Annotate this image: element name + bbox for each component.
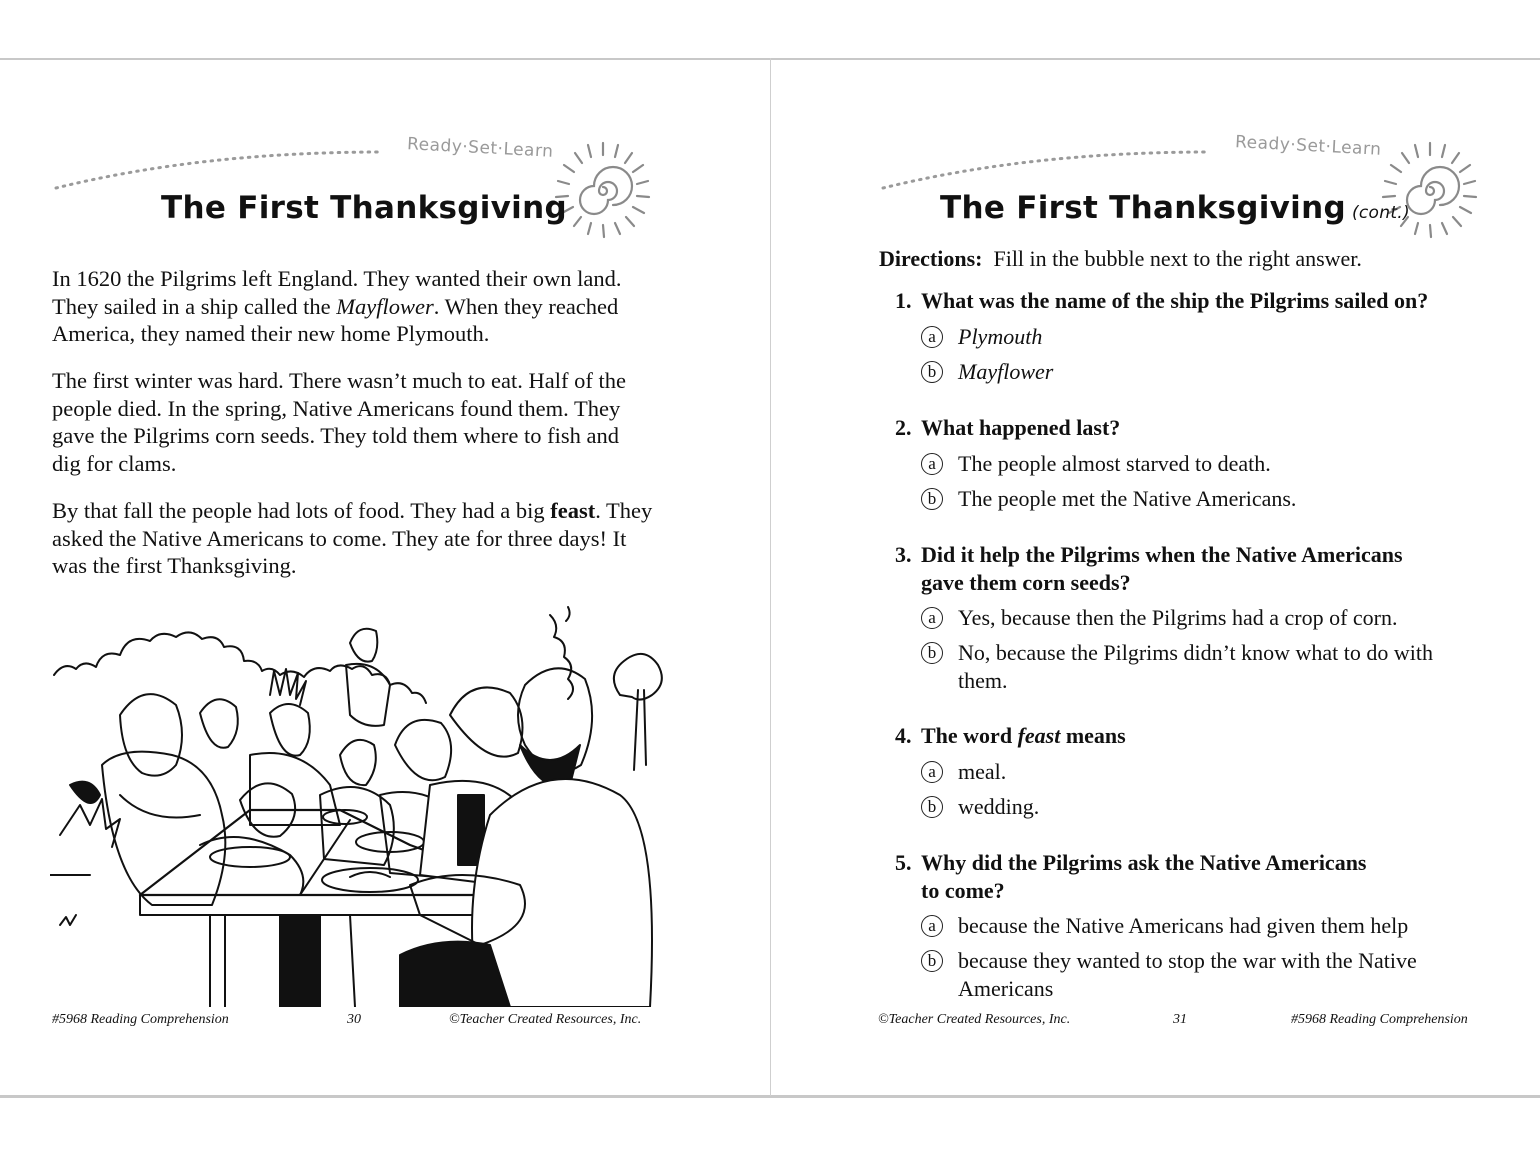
- question-text-continued: gave them corn seeds?: [921, 570, 1131, 595]
- question-1: [895, 287, 1515, 315]
- question-text: Did it help the Pilgrims when the Native Americans: [921, 542, 1403, 567]
- story-paragraph-3: [52, 497, 662, 580]
- q5-option-a[interactable]: [921, 912, 1511, 940]
- question-3: [895, 541, 1515, 597]
- q5-option-b[interactable]: [921, 947, 1511, 1003]
- option-text: wedding.: [958, 794, 1040, 819]
- page-title: The First Thanksgiving: [161, 190, 567, 226]
- right-page: [771, 60, 1540, 1095]
- q4-option-b[interactable]: [921, 793, 1511, 821]
- q3-option-a[interactable]: [921, 604, 1511, 632]
- question-number: 2.: [895, 415, 912, 440]
- option-text: No, because the Pilgrims didn’t know what to do with them.: [958, 640, 1433, 693]
- answer-bubble-b[interactable]: b: [921, 950, 943, 972]
- story-paragraph-1: [52, 265, 672, 348]
- brand-logo-text: Ready·Set·Learn: [1234, 132, 1382, 160]
- ship-name-italic: Mayflower: [336, 293, 434, 319]
- question-text-continued: to come?: [921, 878, 1005, 903]
- answer-bubble-a[interactable]: a: [921, 326, 943, 348]
- paragraph-text: . When they reached America, they named their new home Plymouth.: [52, 293, 619, 346]
- answer-bubble-a[interactable]: a: [921, 915, 943, 937]
- question-text: The word: [921, 723, 1018, 748]
- answer-bubble-b[interactable]: b: [921, 361, 943, 383]
- header-dotted-arc: [879, 142, 1219, 192]
- answer-bubble-a[interactable]: a: [921, 453, 943, 475]
- question-text: What happened last?: [921, 415, 1121, 440]
- question-text: means: [1060, 723, 1126, 748]
- thanksgiving-feast-illustration: [50, 595, 666, 1007]
- directions: [879, 246, 1362, 272]
- answer-bubble-b[interactable]: b: [921, 642, 943, 664]
- question-italic-word: feast: [1017, 723, 1061, 748]
- question-2: [895, 414, 1515, 442]
- page-number: 30: [347, 1012, 361, 1027]
- footer-right-text: #5968 Reading Comprehension: [1291, 1012, 1468, 1027]
- brand-logo-text: Ready·Set·Learn: [406, 134, 554, 162]
- left-page: [0, 60, 770, 1095]
- paragraph-text: By that fall the people had lots of food. They had a big: [52, 498, 551, 523]
- question-number: 4.: [895, 723, 912, 748]
- option-text: because they wanted to stop the war with the Native Americans: [958, 948, 1417, 1001]
- feast-bold-word: feast: [550, 498, 596, 523]
- title-cont-suffix: (cont.): [1351, 203, 1410, 223]
- paragraph-text: In 1620 the Pilgrims left England. They wanted their own land. They sailed in a ship called the: [52, 266, 622, 319]
- option-text: meal.: [958, 759, 1007, 784]
- option-text: The people met the Native Americans.: [958, 486, 1297, 511]
- question-text: Why did the Pilgrims ask the Native Americans: [921, 850, 1367, 875]
- page-number: 31: [1173, 1012, 1187, 1027]
- option-text: Yes, because then the Pilgrims had a crop of corn.: [958, 605, 1398, 630]
- q1-option-b[interactable]: [921, 358, 1511, 386]
- question-5: [895, 849, 1515, 905]
- q4-option-a[interactable]: [921, 758, 1511, 786]
- option-text: because the Native Americans had given them help: [958, 913, 1409, 938]
- question-number: 3.: [895, 542, 912, 567]
- header-dotted-arc: [52, 142, 392, 192]
- question-number: 1.: [895, 288, 912, 313]
- footer-right-text: ©Teacher Created Resources, Inc.: [449, 1012, 642, 1027]
- question-number: 5.: [895, 850, 912, 875]
- q1-option-a[interactable]: [921, 323, 1511, 351]
- question-text: What was the name of the ship the Pilgrims sailed on?: [921, 288, 1429, 313]
- directions-label: Directions:: [879, 246, 983, 271]
- footer-left-text: ©Teacher Created Resources, Inc.: [878, 1012, 1071, 1027]
- option-text: Mayflower: [958, 359, 1054, 384]
- q3-option-b[interactable]: [921, 639, 1441, 695]
- title-text: The First Thanksgiving: [940, 190, 1346, 226]
- option-text: Plymouth: [958, 324, 1043, 349]
- directions-text: Fill in the bubble next to the right answer.: [993, 246, 1362, 271]
- page-title: [940, 190, 1410, 226]
- q2-option-a[interactable]: [921, 450, 1511, 478]
- answer-bubble-a[interactable]: a: [921, 761, 943, 783]
- paragraph-text: . They asked the Native Americans to come. They ate for three days! It was the first Thanksgiving.: [52, 498, 653, 578]
- option-text: The people almost starved to death.: [958, 451, 1271, 476]
- footer-left-text: #5968 Reading Comprehension: [52, 1012, 229, 1027]
- answer-bubble-b[interactable]: b: [921, 796, 943, 818]
- q2-option-b[interactable]: [921, 485, 1511, 513]
- answer-bubble-a[interactable]: a: [921, 607, 943, 629]
- story-paragraph-2: The first winter was hard. There wasn’t much to eat. Half of the people died. In the spring, Native Americans found them. They gave the Pilgrims corn seeds. They told them where to fish and dig for clams.: [52, 368, 626, 476]
- answer-bubble-b[interactable]: b: [921, 488, 943, 510]
- question-4: [895, 722, 1515, 750]
